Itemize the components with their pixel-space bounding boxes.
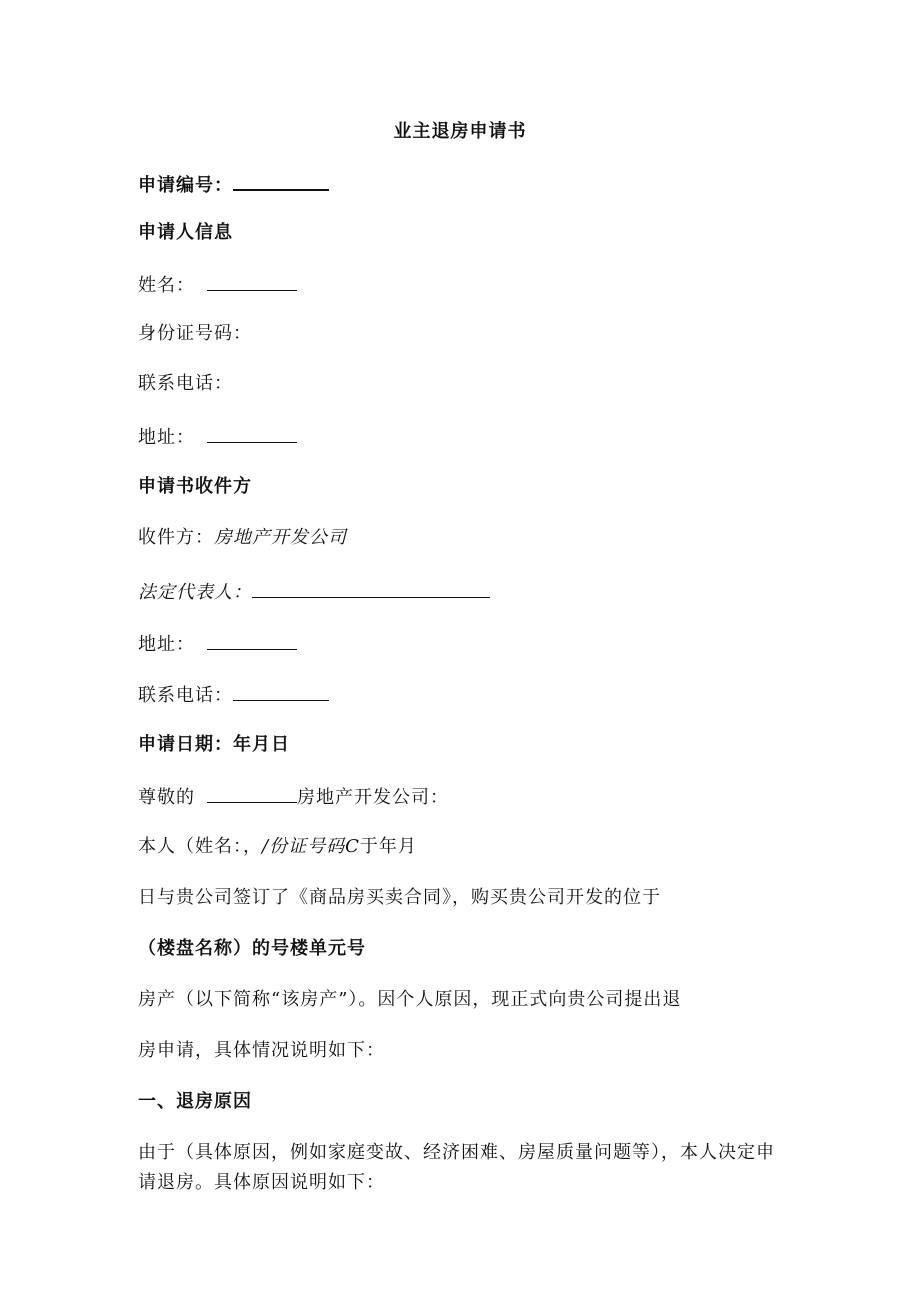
salutation-prefix: 尊敬的 bbox=[138, 787, 195, 808]
section-1-heading: 一、退房原因 bbox=[138, 1091, 252, 1112]
legal-rep-label: 法定代表人： bbox=[138, 582, 252, 603]
applicant-section-heading: 申请人信息 bbox=[138, 222, 233, 243]
recipient-value: 房地产开发公司 bbox=[214, 527, 347, 548]
body-line-4: 房产（以下简称“该房产”）。因个人原因，现正式向贵公司提出退 bbox=[138, 989, 682, 1010]
recipient-section-heading: 申请书收件方 bbox=[138, 476, 252, 497]
applicant-name-label: 姓名： bbox=[138, 275, 195, 296]
recipient-address-blank bbox=[207, 631, 297, 650]
salutation-suffix: 房地产开发公司： bbox=[297, 787, 449, 808]
salutation-row bbox=[138, 784, 449, 810]
body-line-5: 房申请，具体情况说明如下： bbox=[138, 1040, 385, 1061]
recipient-phone-blank bbox=[233, 682, 329, 701]
application-number-label: 申请编号： bbox=[138, 175, 233, 196]
recipient-address-label: 地址： bbox=[138, 634, 195, 655]
body-line-1-suffix: 于年月 bbox=[359, 836, 417, 857]
salutation-blank bbox=[207, 784, 297, 803]
legal-rep-row bbox=[138, 579, 490, 605]
applicant-address-row bbox=[138, 424, 297, 450]
application-date: 申请日期：年月日 bbox=[138, 734, 290, 755]
section-1-text: 由于（具体原因，例如家庭变故、经济困难、房屋质量问题等），本人决定申请退房。具体原因说明如下： bbox=[138, 1142, 775, 1193]
applicant-address-label: 地址： bbox=[138, 427, 195, 448]
recipient-label: 收件方： bbox=[138, 527, 214, 548]
applicant-phone-label: 联系电话： bbox=[138, 373, 233, 394]
body-line-2: 日与贵公司签订了《商品房买卖合同》，购买贵公司开发的位于 bbox=[138, 887, 661, 908]
applicant-address-blank bbox=[207, 424, 297, 443]
applicant-name-row bbox=[138, 272, 297, 298]
recipient-phone-label: 联系电话： bbox=[138, 685, 233, 706]
body-line-3: （楼盘名称）的号楼单元号 bbox=[138, 938, 366, 959]
application-number-row bbox=[138, 171, 329, 198]
body-line-1-prefix: 本人（姓名：， bbox=[138, 836, 262, 857]
recipient-phone-row bbox=[138, 682, 329, 708]
legal-rep-blank bbox=[252, 579, 490, 598]
applicant-id-label: 身份证号码： bbox=[138, 323, 252, 344]
recipient-address-row bbox=[138, 631, 297, 657]
application-number-blank bbox=[233, 171, 329, 191]
document-title: 业主退房申请书 bbox=[393, 121, 527, 142]
body-line-1 bbox=[138, 835, 417, 859]
body-line-1-italic: /份证号码C bbox=[262, 836, 360, 857]
recipient-row bbox=[138, 526, 347, 550]
applicant-name-blank bbox=[207, 272, 297, 291]
